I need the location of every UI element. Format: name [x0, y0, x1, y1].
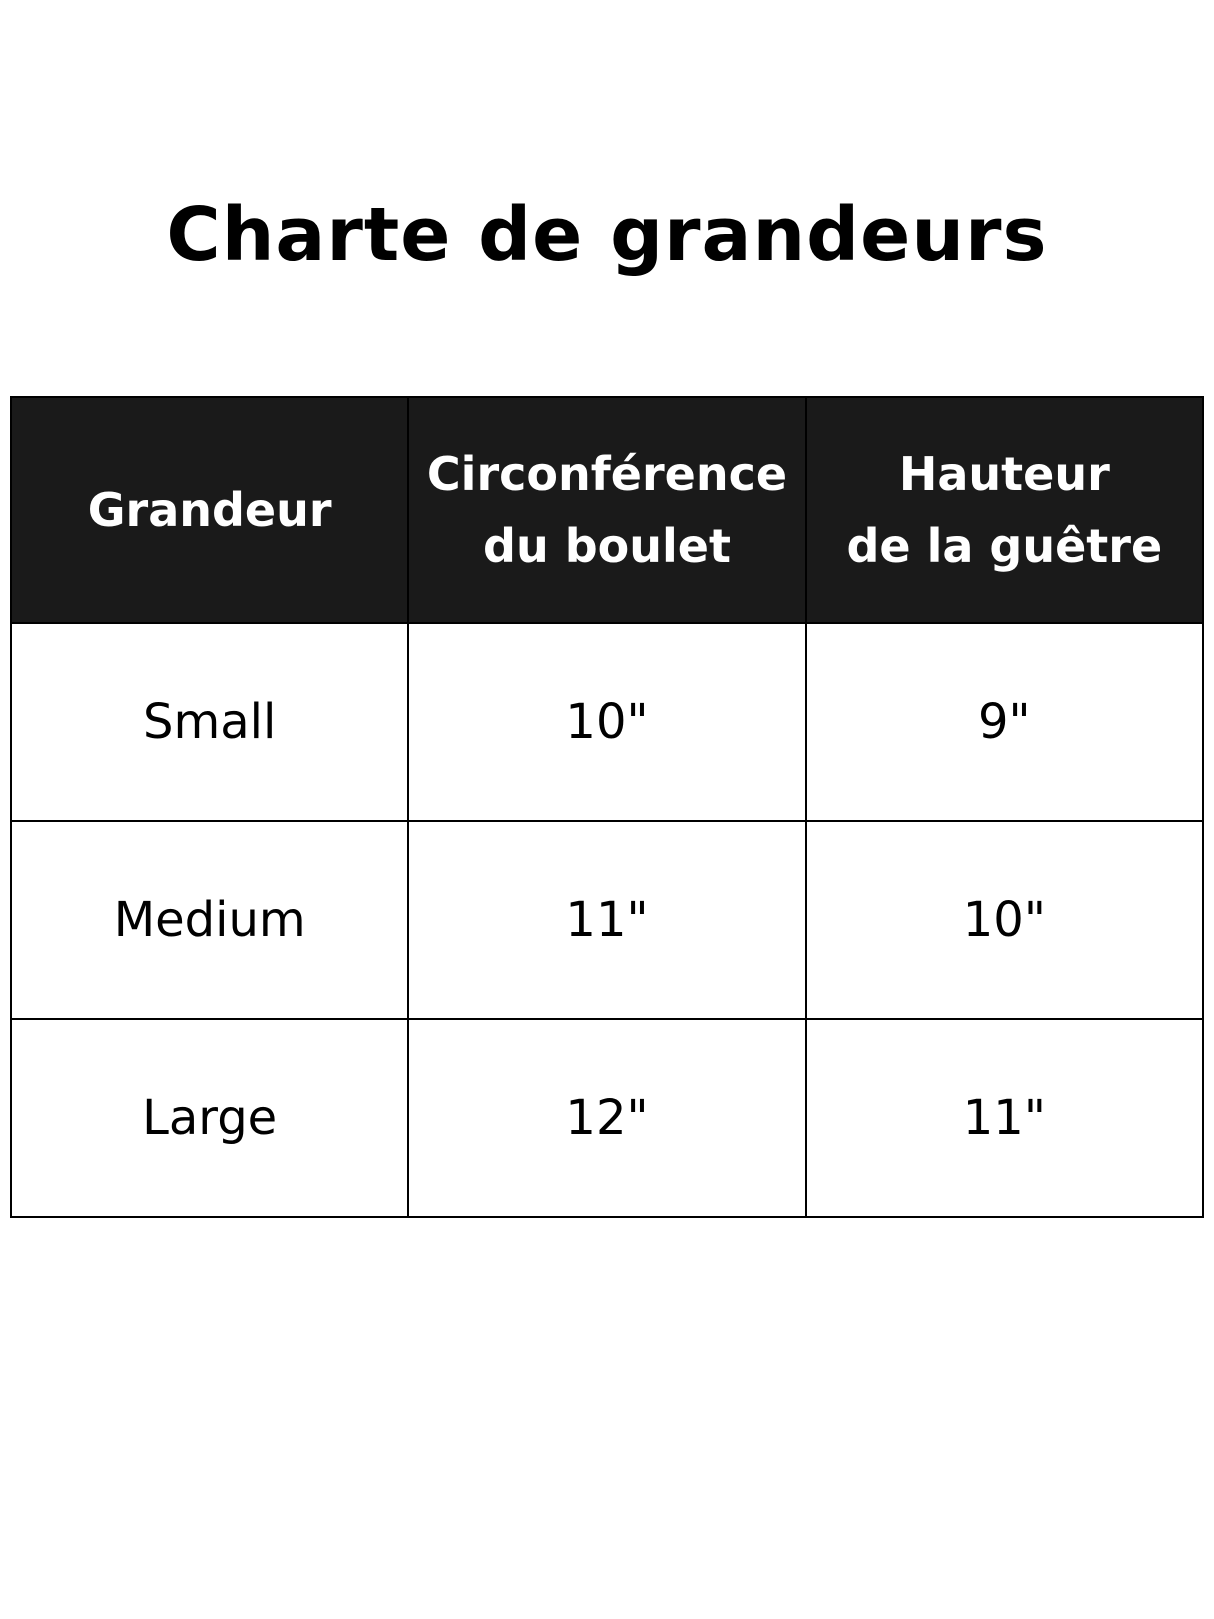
cell-height: 9" [806, 623, 1203, 821]
table-row [11, 821, 1203, 1019]
cell-size: Large [11, 1019, 408, 1217]
header-label-line-2: du boulet [483, 519, 731, 573]
cell-circumference: 11" [408, 821, 805, 1019]
cell-height: 11" [806, 1019, 1203, 1217]
column-header-circonference [408, 397, 805, 623]
header-label: Grandeur [87, 483, 332, 537]
header-label-line-1: Hauteur [898, 447, 1110, 501]
table-row [11, 623, 1203, 821]
page-title: Charte de grandeurs [166, 192, 1048, 278]
header-label-line-1: Circonférence [426, 447, 788, 501]
cell-size: Medium [11, 821, 408, 1019]
cell-height: 10" [806, 821, 1203, 1019]
cell-circumference: 10" [408, 623, 805, 821]
cell-size: Small [11, 623, 408, 821]
cell-circumference: 12" [408, 1019, 805, 1217]
size-chart-table [10, 396, 1204, 1218]
column-header-hauteur [806, 397, 1203, 623]
column-header-grandeur [11, 397, 408, 623]
table-row [11, 1019, 1203, 1217]
header-row [11, 397, 1203, 623]
header-label-line-2: de la guêtre [846, 519, 1163, 573]
